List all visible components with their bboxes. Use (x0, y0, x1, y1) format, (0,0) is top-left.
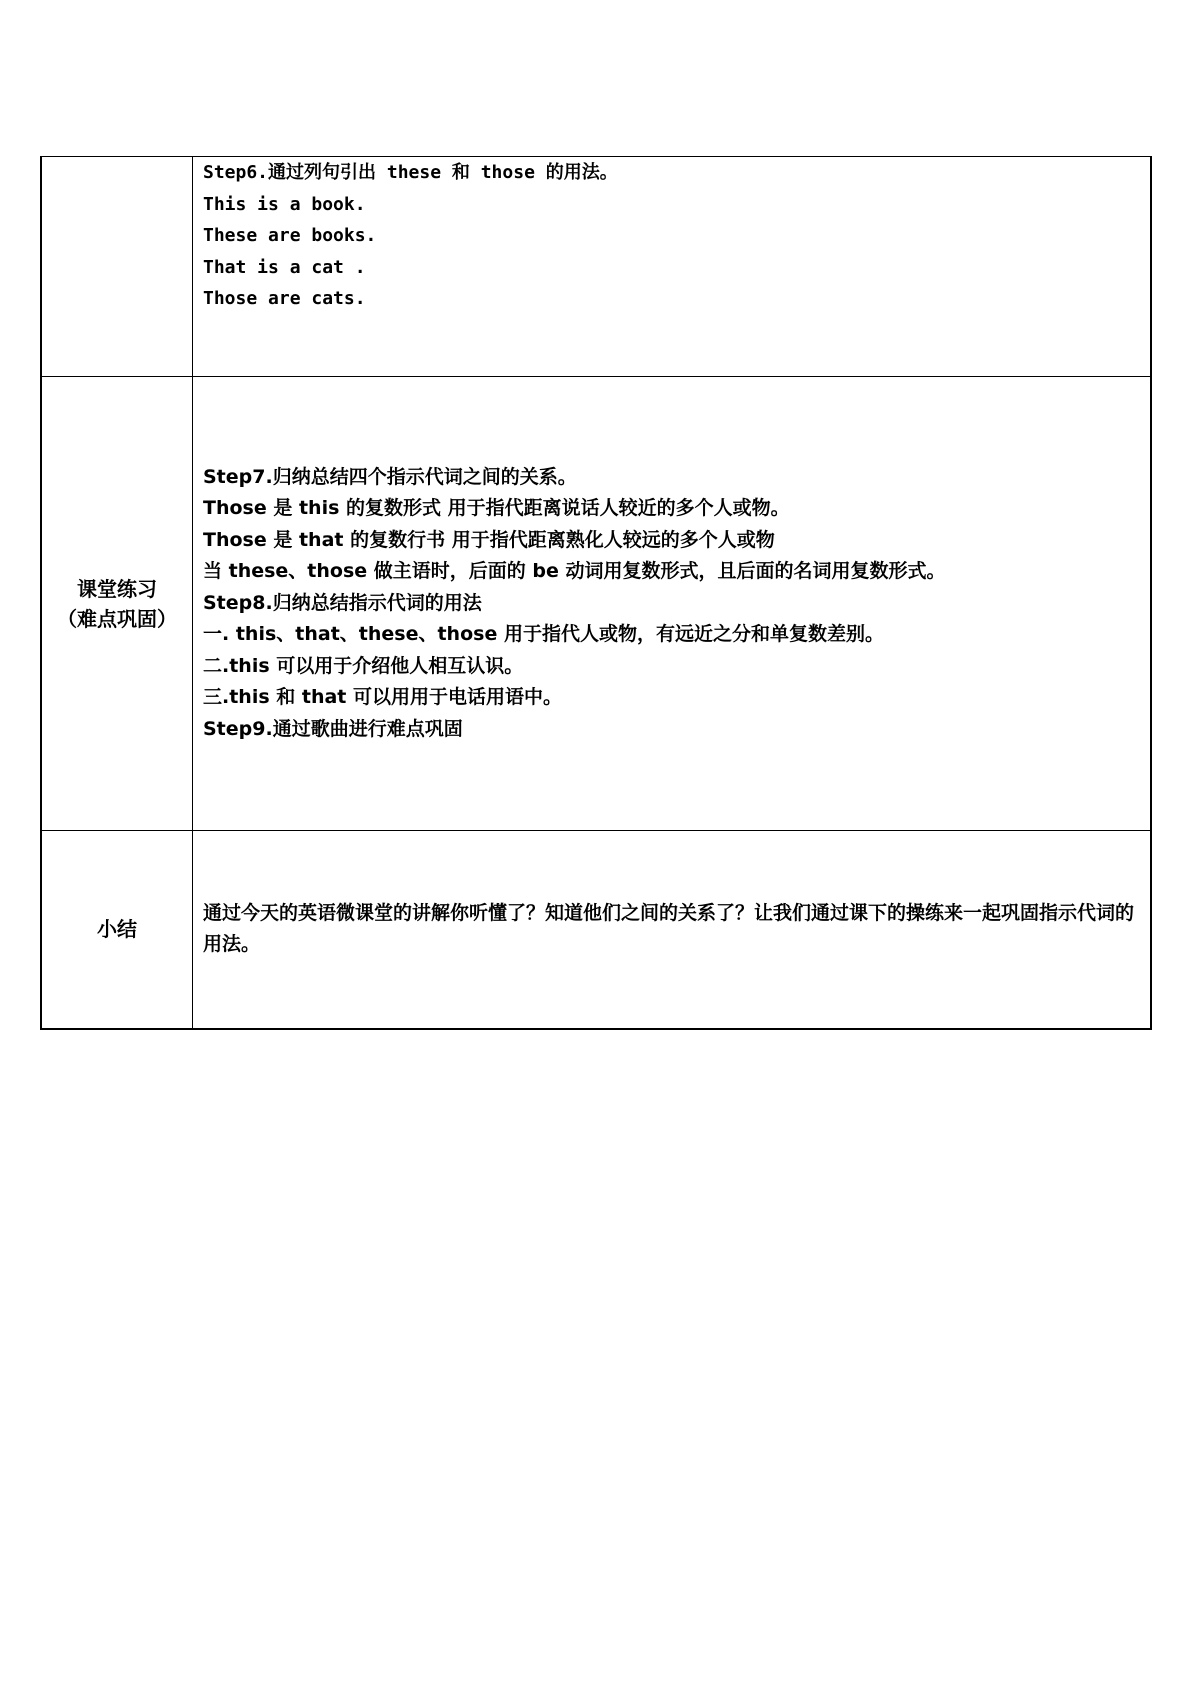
content-line: 二.this 可以用于介绍他人相互认识。 (203, 654, 524, 677)
table-row (41, 831, 1151, 1029)
table-row (41, 377, 1151, 831)
example-sentence: These are books. (203, 225, 377, 246)
step7-heading: Step7.归纳总结四个指示代词之间的关系。 (203, 465, 577, 488)
content-line: 三.this 和 that 可以用用于电话用语中。 (203, 686, 563, 709)
content-line: Those 是 this 的复数形式 用于指代距离说话人较近的多个人或物。 (203, 497, 790, 520)
summary-content (193, 831, 1152, 1029)
label-practice-line1: 课堂练习 (77, 576, 157, 601)
example-sentence: That is a cat . (203, 256, 366, 278)
example-sentence: This is a book. (203, 193, 366, 215)
step6-heading: Step6.通过列句引出 these 和 those 的用法。 (203, 162, 618, 183)
example-sentence: Those are cats. (203, 288, 366, 309)
row-label-summary: 小结 (41, 831, 193, 1029)
content-line: 当 these、those 做主语时，后面的 be 动词用复数形式，且后面的名词用复数形式。 (203, 560, 946, 583)
content-line: Those 是 that 的复数行书 用于指代距离熟化人较远的多个人或物 (203, 528, 775, 551)
content-line: 一. this、that、these、those 用于指代人或物，有远近之分和单复数差别。 (203, 623, 884, 646)
practice-content (193, 377, 1152, 831)
step6-content (193, 157, 1152, 377)
step9-heading: Step9.通过歌曲进行难点巩固 (203, 717, 463, 740)
row-label-practice (41, 377, 193, 831)
row-label-empty (41, 157, 193, 377)
step8-heading: Step8.归纳总结指示代词的用法 (203, 591, 482, 614)
table-row (41, 157, 1151, 377)
summary-text: 通过今天的英语微课堂的讲解你听懂了？知道他们之间的关系了？让我们通过课下的操练来一起巩固指示代词的用法。 (203, 901, 1135, 956)
lesson-plan-table (40, 156, 1152, 1030)
label-practice-line2: （难点巩固） (57, 606, 177, 631)
